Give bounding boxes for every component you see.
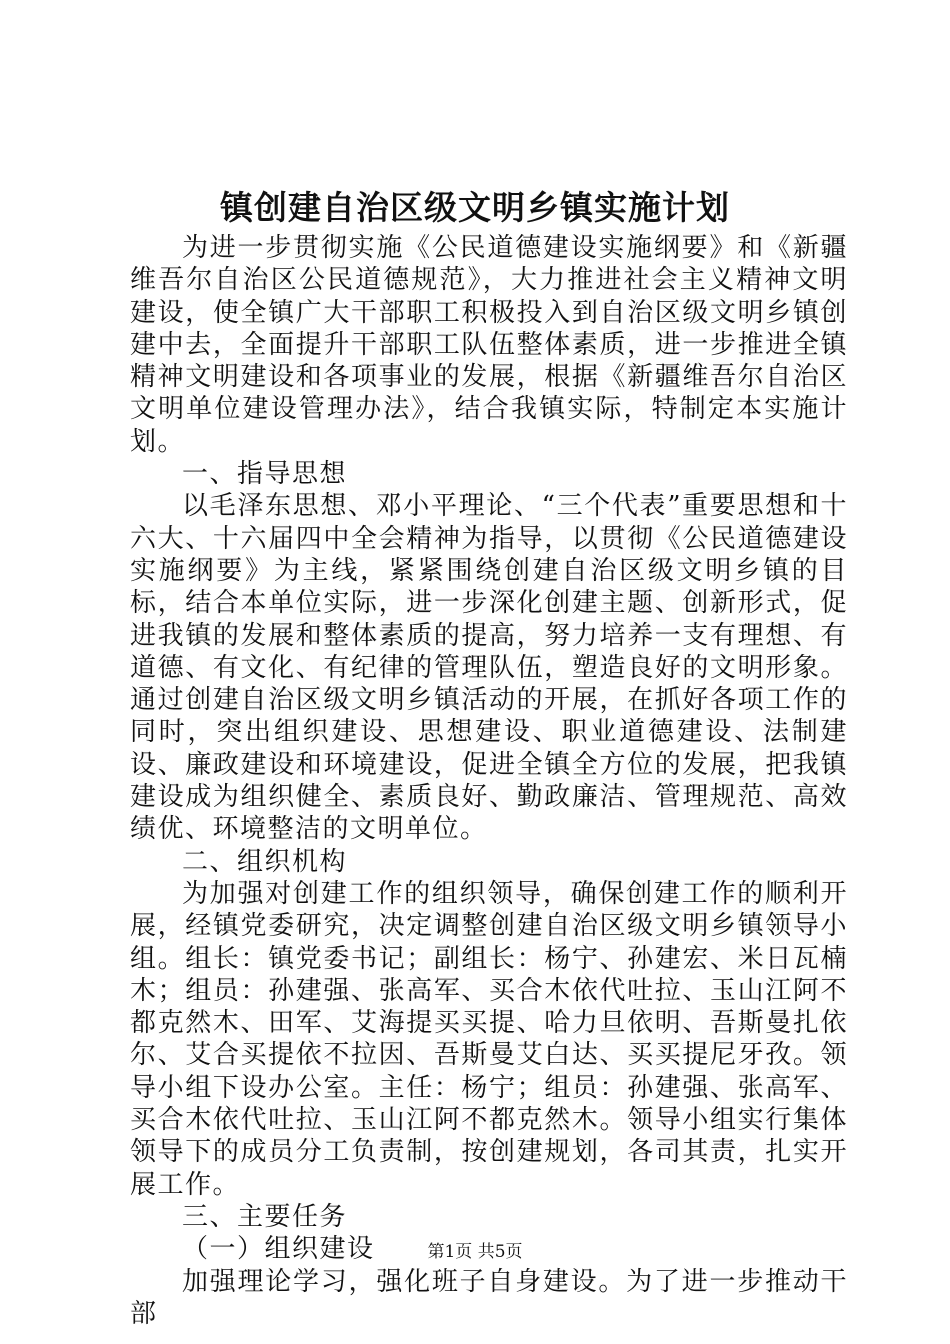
document-body [130,232,848,1330]
intro-paragraph: 为进一步贯彻实施《公民道德建设实施纲要》和《新疆维吾尔自治区公民道德规范》，大力推进社会主义精神文明建设，使全镇广大干部职工积极投入到自治区级文明乡镇创建中去，全面提升干部职工队伍整体素质，进一步推进全镇精神文明建设和各项事业的发展，根据《新疆维吾尔自治区文明单位建设管理办法》，结合我镇实际，特制定本实施计划。 [130,233,848,457]
subsection-heading-organization-building: （一）组织建设 [182,1234,375,1265]
guiding-thought-paragraph: 以毛泽东思想、邓小平理论、“三个代表”重要思想和十六大、十六届四中全会精神为指导，以贯彻《公民道德建设实施纲要》为主线，紧紧围绕创建自治区级文明乡镇的目标，结合本单位实际，进一步深化创建主题、创新形式，促进我镇的发展和整体素质的提高，努力培养一支有理想、有道德、有文化、有纪律的管理队伍，塑造良好的文明形象。通过创建自治区级文明乡镇活动的开展，在抓好各项工作的同时，突出组织建设、思想建设、职业道德建设、法制建设、廉政建设和环境建设，促进全镇全方位的发展，把我镇建设成为组织健全、素质良好、勤政廉洁、管理规范、高效绩优、环境整洁的文明单位。 [130,491,848,845]
organization-building-paragraph: 加强理论学习，强化班子自身建设。为了进一步推动干部 [130,1266,848,1329]
section-heading-main-tasks: 三、主要任务 [182,1201,348,1232]
section-heading-guiding-thought: 一、指导思想 [182,459,348,490]
document-title: 镇创建自治区级文明乡镇实施计划 [220,188,730,227]
page-number-footer: 第1页 共5页 [427,1242,523,1262]
organization-paragraph: 为加强对创建工作的组织领导，确保创建工作的顺利开展，经镇党委研究，决定调整创建自治区级文明乡镇领导小组。组长：镇党委书记；副组长：杨宁、孙建宏、米日瓦楠木；组员：孙建强、张高军、买合木依代吐拉、玉山江阿不都克然木、田军、艾海提买买提、哈力旦依明、吾斯曼扎依尔、艾合买提依不拉因、吾斯曼艾白达、买买提尼牙孜。领导小组下设办公室。主任：杨宁；组员：孙建强、张高军、买合木依代吐拉、玉山江阿不都克然木。领导小组实行集体领导下的成员分工负责制，按创建规划，各司其责，扎实开展工作。 [130,878,848,1200]
section-heading-organization: 二、组织机构 [182,846,348,877]
